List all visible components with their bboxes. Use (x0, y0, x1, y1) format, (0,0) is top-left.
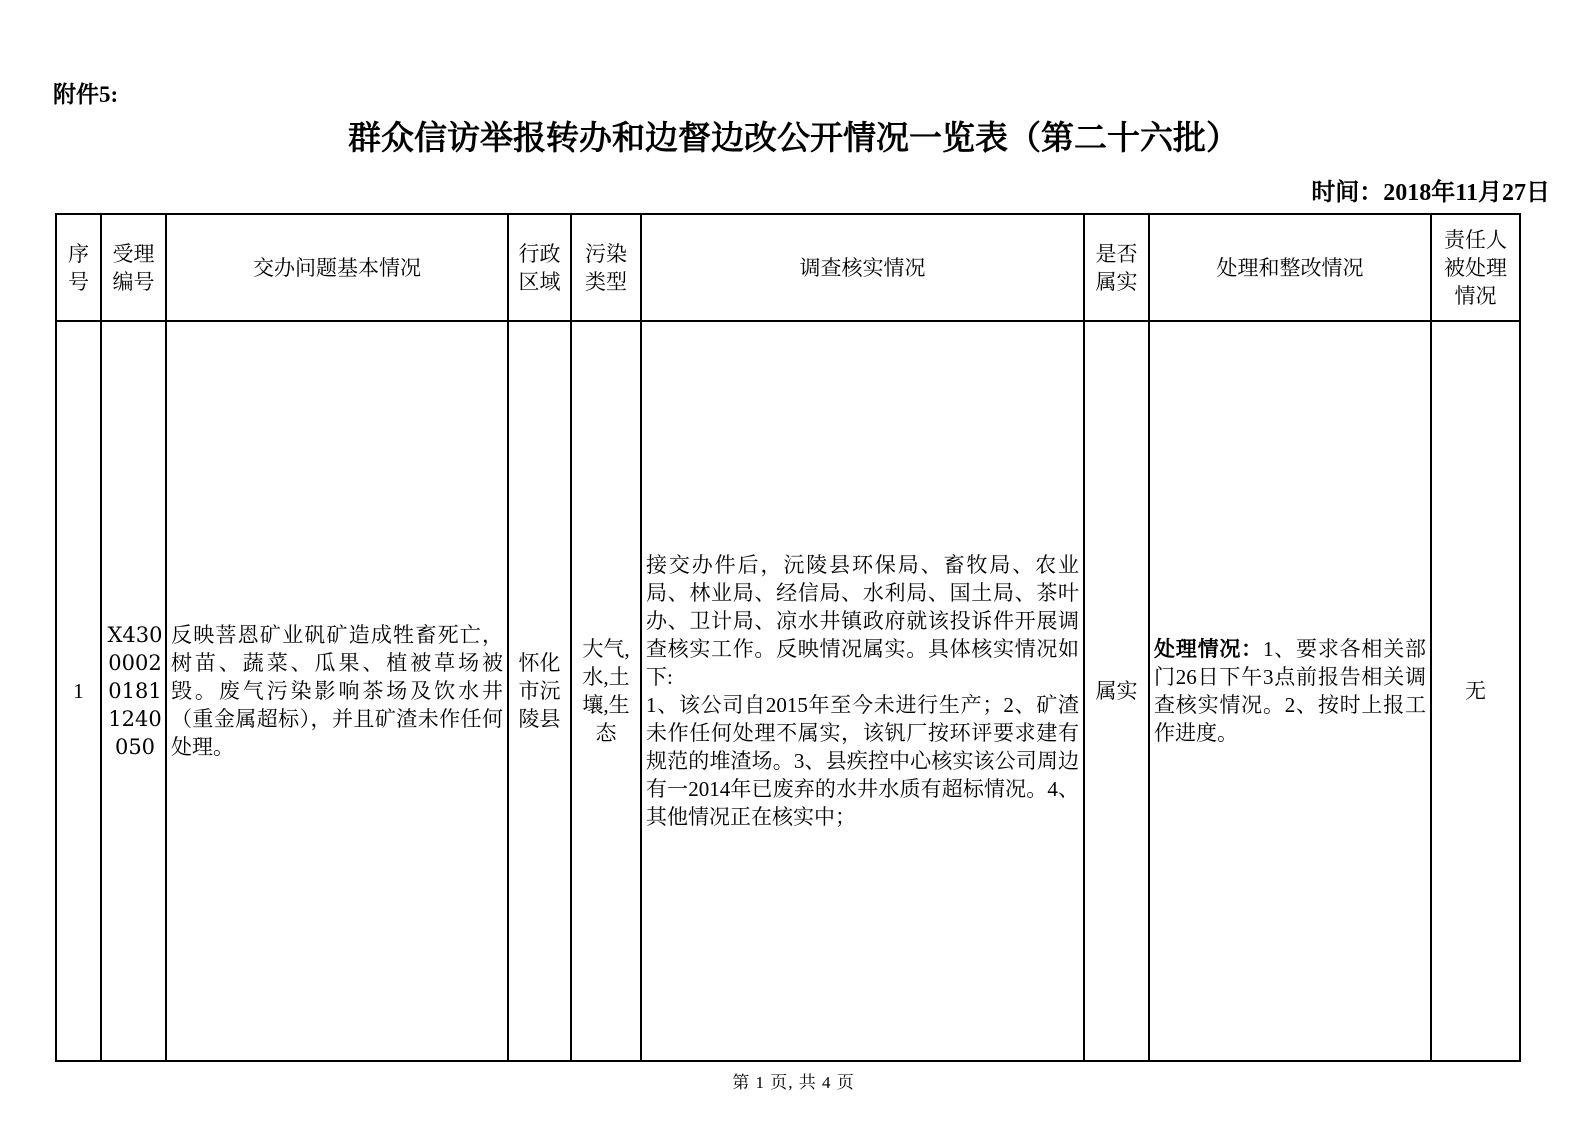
header-pollution-type: 污染类型 (571, 214, 641, 321)
page-number: 第 1 页, 共 4 页 (732, 1073, 855, 1092)
attachment-label: 附件5: (53, 82, 119, 107)
header-seq: 序号 (56, 214, 101, 321)
cell-region: 怀化市沅陵县 (508, 321, 571, 1061)
case-number: X430000201811240050 (107, 623, 163, 759)
investigation-paragraph-2: 1、该公司自2015年至今未进行生产；2、矿渣未作任何处理不属实，该钒厂按环评要求建有规范的堆渣场。3、县疾控中心核实该公司周边有一2014年已废弃的水井水质有超标情况。4、其他情况正在核实中； (646, 693, 1079, 829)
header-investigation: 调查核实情况 (641, 214, 1084, 321)
page-title: 群众信访举报转办和边督边改公开情况一览表（第二十六批） (348, 121, 1239, 157)
report-table (55, 213, 1521, 1062)
cell-verified: 属实 (1084, 321, 1149, 1061)
handling-label: 处理情况： (1154, 637, 1263, 661)
cell-investigation (641, 321, 1084, 1061)
investigation-paragraph-1: 接交办件后，沅陵县环保局、畜牧局、农业局、林业局、经信局、水利局、国土局、茶叶办、卫计局、凉水井镇政府就该投诉件开展调查核实工作。反映情况属实。具体核实情况如下: (646, 553, 1079, 689)
date-label: 时间：2018年11月27日 (1311, 180, 1550, 206)
header-case-no: 受理编号 (101, 214, 166, 321)
table-row (56, 321, 1520, 1061)
cell-problem: 反映菩恩矿业矾矿造成牲畜死亡，树苗、蔬菜、瓜果、植被草场被毁。废气污染影响茶场及饮水井（重金属超标），并且矿渣未作任何处理。 (166, 321, 508, 1061)
header-verified: 是否属实 (1084, 214, 1149, 321)
cell-pollution-type: 大气,水,土壤,生态 (571, 321, 641, 1061)
cell-handling (1149, 321, 1431, 1061)
cell-accountability: 无 (1431, 321, 1520, 1061)
cell-seq: 1 (56, 321, 101, 1061)
header-accountability: 责任人被处理情况 (1431, 214, 1520, 321)
header-problem: 交办问题基本情况 (166, 214, 508, 321)
header-region: 行政区域 (508, 214, 571, 321)
table-header-row (56, 214, 1520, 321)
header-handling: 处理和整改情况 (1149, 214, 1431, 321)
cell-case-no (101, 321, 166, 1061)
handling-text: 1、要求各相关部门26日下午3点前报告相关调查核实情况。2、按时上报工作进度。 (1154, 637, 1427, 745)
